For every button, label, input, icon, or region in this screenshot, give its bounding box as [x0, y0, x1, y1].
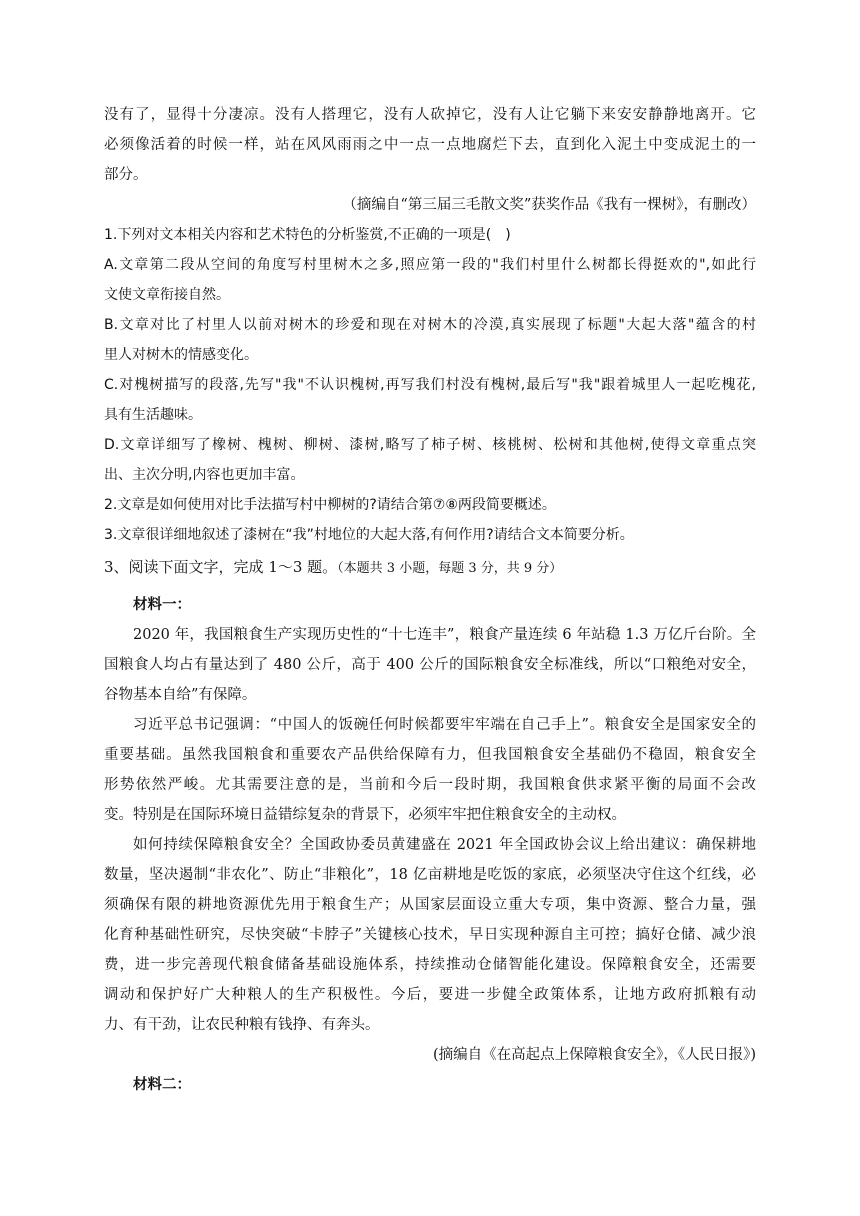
material-1-source: (摘编自《在高起点上保障粮食安全》，《人民日报》)	[432, 1047, 756, 1063]
option-c-line: C.对槐树描写的段落,先写"我"不认识槐树,再写我们村没有槐树,最后写"我"跟着城里人一起吃槐花,	[104, 377, 756, 393]
option-a-line: A.文章第二段从空间的角度写村里树木之多,照应第一段的"我们村里什么树都长得挺欢的",如此行	[104, 257, 756, 273]
section-3-note: （本题共 3 小题，每题 3 分，共 9 分）	[337, 561, 563, 576]
material-1-para-2-line: 习近平总书记强调：“中国人的饭碗任何时候都要牢牢端在自己手上”。粮食安全是国家安全的	[133, 717, 756, 733]
material-1-para-3-line: 数量，坚决遏制“非农化”、防止“非粮化”，18 亿亩耕地是吃饭的家底，必须坚决守住这个红线，必	[104, 867, 756, 883]
document-content	[104, 100, 756, 1100]
material-1-para-1-line: 2020 年，我国粮食生产实现历史性的“十七连丰”，粮食产量连续 6 年站稳 1.3 万亿斤台阶。全	[133, 627, 756, 643]
material-1-para-3-line: 费，进一步完善现代粮食储备基础设施体系，持续推动仓储智能化建设。保障粮食安全，还需要	[104, 957, 756, 973]
material-1-para-3-line: 须确保有限的耕地资源优先用于粮食生产；从国家层面设立重大专项，集中资源、整合力量，强	[104, 897, 756, 913]
material-1-para-2-line: 重要基础。虽然我国粮食和重要农产品供给保障有力，但我国粮食安全基础仍不稳固，粮食安全	[104, 747, 756, 763]
material-2-label: 材料二：	[133, 1076, 191, 1093]
question-3: 3.文章很详细地叙述了漆树在“我”村地位的大起大落,有何作用?请结合文本简要分析。	[104, 527, 634, 543]
passage-source: （摘编自“第三届三毛散文奖”获奖作品《我有一棵树》，有删改）	[342, 197, 756, 213]
option-d-line: D.文章详细写了橡树、槐树、柳树、漆树,略写了柿子树、核桃树、松树和其他树,使得文章重点突	[104, 437, 756, 453]
material-1-label: 材料一：	[133, 596, 191, 613]
passage-line: 没有了，显得十分凄凉。没有人搭理它，没有人砍掉它，没有人让它躺下来安安静静地离开。它	[104, 107, 756, 123]
section-3-heading	[104, 552, 756, 584]
material-1-para-2-line: 形势依然严峻。尤其需要注意的是，当前和今后一段时期，我国粮食供求紧平衡的局面不会改	[104, 777, 756, 793]
question-1: 1.下列对文本相关内容和艺术特色的分析鉴赏,不正确的一项是( )	[104, 227, 511, 243]
material-1-para-2-line: 变。特别是在国际环境日益错综复杂的背景下，必须牢牢把住粮食安全的主动权。	[104, 807, 626, 823]
passage-line: 部分。	[104, 167, 148, 183]
option-a-line: 文使文章衔接自然。	[104, 287, 230, 303]
section-3-title: 3、阅读下面文字，完成 1～3 题。	[104, 558, 338, 576]
material-1-para-1-line: 国粮食人均占有量达到了 480 公斤，高于 400 公斤的国际粮食安全标准线，所以“口粮绝对安全，	[104, 657, 756, 673]
question-2: 2.文章是如何使用对比手法描写村中柳树的?请结合第⑦⑧两段简要概述。	[104, 497, 556, 513]
option-b-line: B.文章对比了村里人以前对树木的珍爱和现在对树木的冷漠,真实展现了标题"大起大落"蕴含的村	[104, 317, 756, 333]
option-d-line: 出、主次分明,内容也更加丰富。	[104, 467, 305, 483]
passage-line: 必须像活着的时候一样，站在风风雨雨之中一点一点地腐烂下去，直到化入泥土中变成泥土的一	[104, 137, 756, 153]
material-1-para-1-line: 谷物基本自给”有保障。	[104, 687, 257, 703]
option-c-line: 具有生活趣味。	[104, 407, 202, 423]
material-1-para-3-line: 如何持续保障粮食安全？全国政协委员黄建盛在 2021 年全国政协会议上给出建议：确保耕地	[133, 837, 756, 853]
material-1-para-3-line: 化育种基础性研究，尽快突破“卡脖子”关键核心技术，早日实现种源自主可控；搞好仓储、减少浪	[104, 927, 756, 943]
material-1-para-3-line: 调动和保护好广大种粮人的生产积极性。今后，要进一步健全政策体系，让地方政府抓粮有动	[104, 987, 756, 1003]
option-b-line: 里人对树木的情感变化。	[104, 347, 258, 363]
material-1-para-3-line: 力、有干劲，让农民种粮有钱挣、有奔头。	[104, 1017, 380, 1033]
